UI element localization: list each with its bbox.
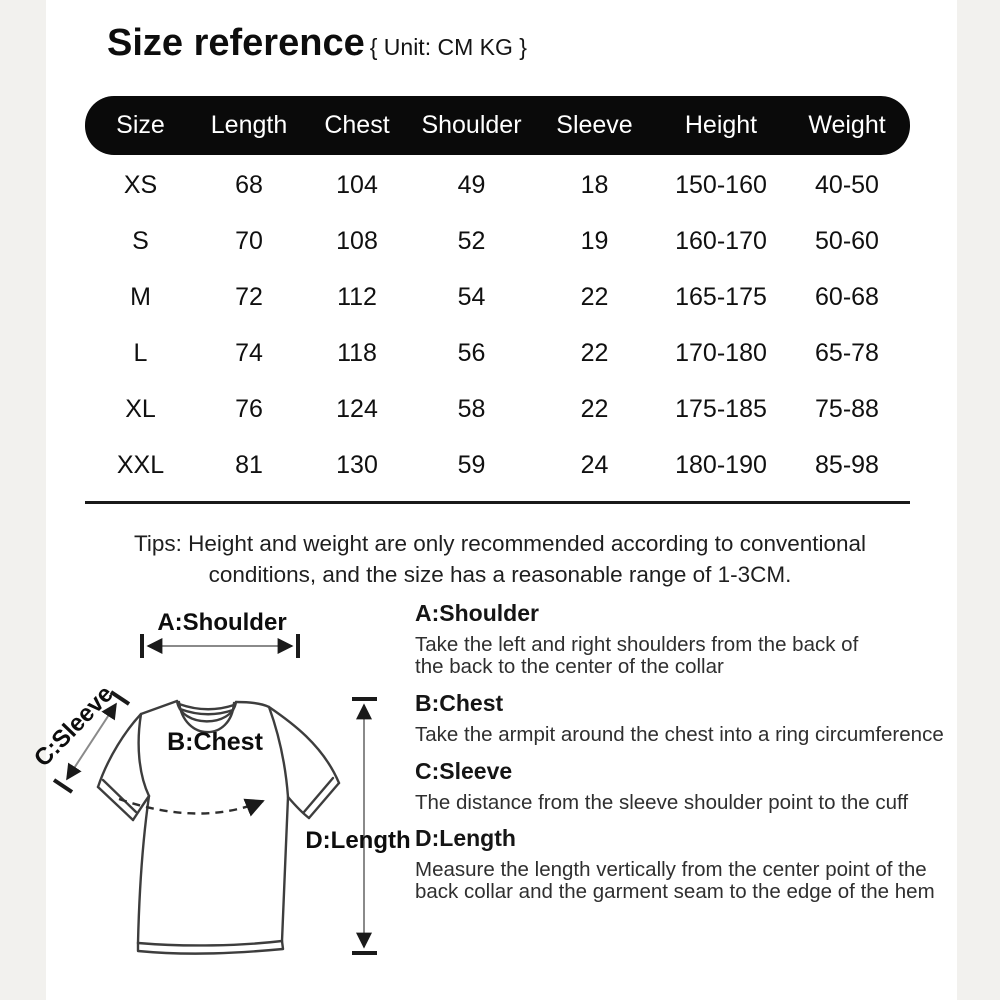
cell-height: 180-190 — [675, 450, 767, 479]
cell-shoulder: 54 — [457, 282, 486, 311]
cell-sleeve: 18 — [580, 170, 609, 199]
cell-size: XXL — [116, 450, 165, 479]
definition-desc: Measure the length vertically from the center point of the back collar and the garment seam to the edge of the hem — [415, 858, 935, 903]
cell-length: 81 — [235, 450, 263, 479]
definition-desc: Take the left and right shoulders from the back of the back to the center of the collar — [415, 633, 859, 678]
column-shoulder: Shoulder — [421, 111, 522, 139]
definition-term: D:Length — [415, 825, 516, 851]
column-height: Height — [684, 111, 758, 139]
cell-sleeve: 22 — [580, 338, 609, 367]
cell-length: 72 — [235, 282, 263, 311]
length-arrow — [352, 699, 377, 953]
cell-weight: 75-88 — [815, 394, 879, 423]
cell-length: 76 — [235, 394, 263, 423]
diagram-label-chest: B:Chest — [167, 728, 263, 756]
cell-length: 70 — [235, 226, 263, 255]
cell-weight: 65-78 — [815, 338, 879, 367]
cell-shoulder: 58 — [457, 394, 486, 423]
cell-weight: 50-60 — [815, 226, 879, 255]
definition-sleeve — [415, 758, 995, 814]
column-chest: Chest — [324, 111, 390, 139]
definition-chest — [415, 690, 995, 746]
cell-shoulder: 56 — [457, 338, 486, 367]
cell-chest: 118 — [337, 338, 377, 367]
cell-weight: 40-50 — [815, 170, 879, 199]
cell-size: S — [132, 226, 149, 255]
column-weight: Weight — [808, 111, 886, 139]
diagram-label-length: D:Length — [305, 827, 411, 854]
definition-term: A:Shoulder — [415, 600, 539, 626]
tshirt-measure-diagram — [0, 588, 430, 990]
definition-term: C:Sleeve — [415, 758, 513, 784]
cell-chest: 108 — [336, 226, 378, 255]
definition-term: B:Chest — [415, 690, 504, 716]
cell-size: L — [133, 338, 148, 367]
cell-sleeve: 24 — [580, 450, 609, 479]
cell-weight: 60-68 — [815, 282, 879, 311]
cell-chest: 130 — [336, 450, 378, 479]
cell-chest: 124 — [336, 394, 378, 423]
cell-height: 150-160 — [675, 170, 767, 199]
cell-size: XS — [123, 170, 158, 199]
tips-line-2: conditions, and the size has a reasonable range of 1-3CM. — [208, 562, 792, 587]
diagram-label-sleeve: C:Sleeve — [28, 680, 119, 773]
column-length: Length — [210, 111, 288, 139]
tips-line-1: Tips: Height and weight are only recommended according to conventional — [133, 531, 867, 556]
cell-shoulder: 59 — [457, 450, 486, 479]
definition-shoulder — [415, 600, 890, 678]
cell-size: M — [130, 282, 151, 311]
definition-desc: The distance from the sleeve shoulder point to the cuff — [415, 791, 909, 814]
cell-height: 175-185 — [675, 394, 767, 423]
cell-sleeve: 22 — [580, 394, 609, 423]
cell-sleeve: 22 — [580, 282, 609, 311]
unit-text: { Unit: CM KG } — [369, 34, 527, 60]
cell-size: XL — [125, 394, 156, 423]
cell-height: 165-175 — [675, 282, 767, 311]
cell-shoulder: 52 — [457, 226, 486, 255]
cell-weight: 85-98 — [815, 450, 879, 479]
cell-length: 74 — [235, 338, 263, 367]
cell-chest: 112 — [337, 282, 377, 311]
shoulder-arrow — [142, 634, 298, 658]
cell-sleeve: 19 — [580, 226, 609, 255]
cell-height: 170-180 — [675, 338, 767, 367]
title-text: Size reference — [107, 22, 365, 64]
cell-height: 160-170 — [675, 226, 767, 255]
measure-definitions — [415, 0, 975, 1000]
cell-chest: 104 — [336, 170, 378, 199]
diagram-label-shoulder: A:Shoulder — [157, 609, 287, 636]
column-sleeve: Sleeve — [556, 111, 633, 139]
definition-length — [415, 825, 963, 903]
column-size: Size — [116, 111, 165, 139]
definition-desc: Take the armpit around the chest into a ring circumference — [415, 723, 944, 746]
cell-shoulder: 49 — [457, 170, 486, 199]
cell-length: 68 — [235, 170, 263, 199]
